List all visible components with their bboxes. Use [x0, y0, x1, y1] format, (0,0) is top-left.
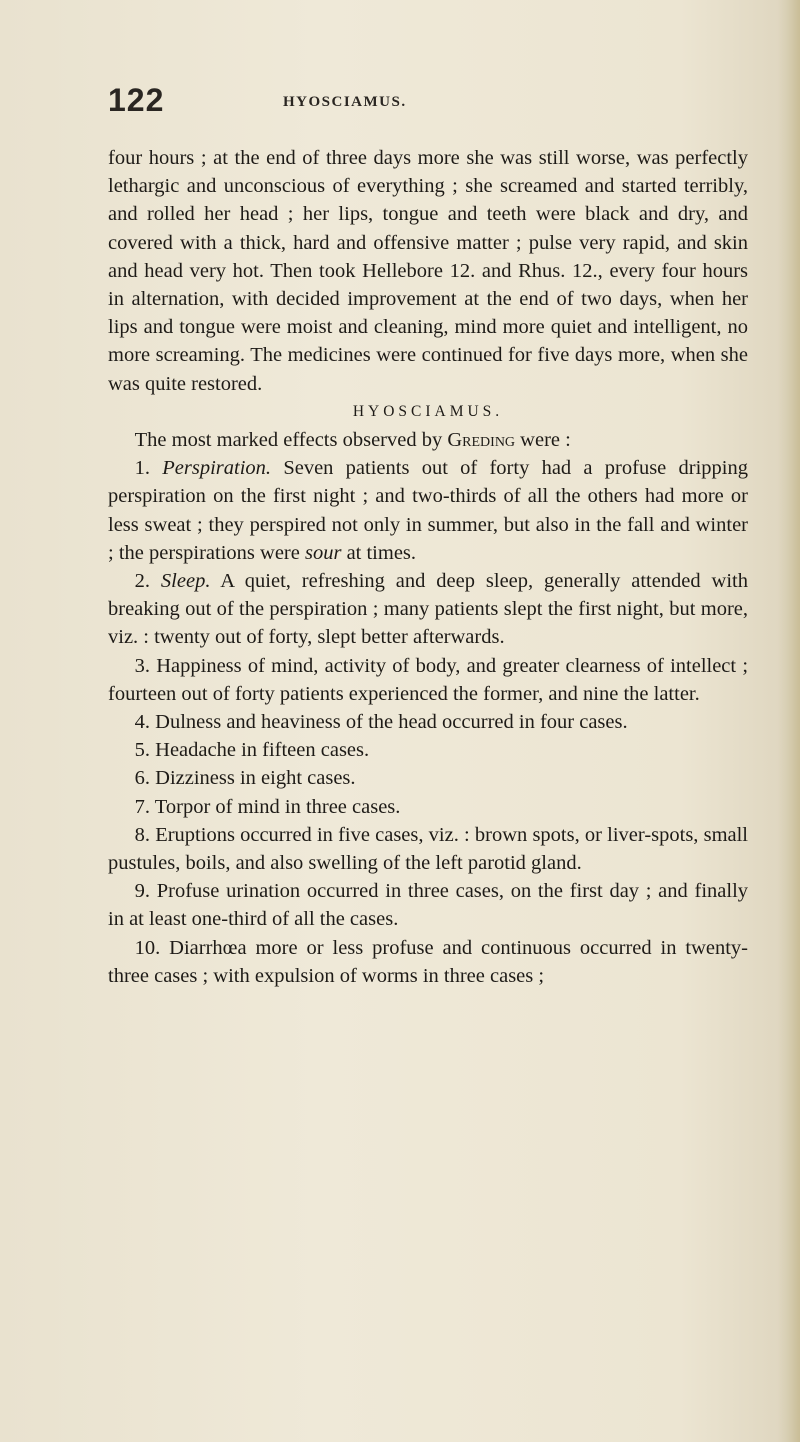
item-text: Diarrhœa more or less profuse and continuous occurred in twenty-three cases ; with expulsion of worms in three cases ;	[108, 936, 748, 987]
item-number: 8.	[134, 823, 156, 846]
author-name: Greding	[447, 429, 516, 452]
intro-paragraph	[108, 426, 748, 454]
item-number: 9.	[134, 880, 157, 903]
list-item	[108, 764, 748, 792]
running-head: HYOSCIAMUS.	[283, 94, 407, 110]
item-text: Headache in fifteen cases.	[155, 739, 370, 762]
item-number: 1.	[134, 457, 163, 480]
intro-after: were :	[515, 429, 571, 452]
item-text: Dizziness in eight cases.	[155, 767, 356, 790]
list-item	[108, 567, 748, 652]
item-number: 7.	[134, 795, 155, 818]
list-item	[108, 934, 748, 990]
page-edge-shadow	[778, 0, 800, 1442]
item-label: Sleep.	[160, 570, 211, 593]
list-item	[108, 736, 748, 764]
list-item	[108, 652, 748, 708]
item-text-end: at times.	[341, 541, 417, 564]
item-label: Perspiration.	[162, 457, 272, 480]
item-number: 6.	[134, 767, 156, 790]
item-text: Dulness and heaviness of the head occurred in four cases.	[155, 711, 628, 734]
item-text: Profuse urination occurred in three cases, on the first day ; and finally in at least one-third of all the cases.	[108, 880, 749, 931]
list-item	[108, 877, 748, 933]
item-text: Seven patients out of forty had a profuse dripping perspiration on the first night ; and two-thirds of all the others had more or less sweat ; they perspired not only in summer, but also in the fall and winter ; the perspirations were	[108, 457, 748, 564]
item-emphasis: sour	[304, 541, 342, 564]
list-item	[108, 821, 748, 877]
intro-before: The most marked effects observed by	[134, 429, 448, 452]
page-number: 122	[108, 82, 165, 118]
continuation-paragraph: four hours ; at the end of three days more she was still worse, was perfectly lethargic and unconscious of everything ; she screamed and started terribly, and rolled her head ; her lips, tongue and teeth were black and dry, and covered with a thick, hard and offensive matter ; pulse very rapid, and skin and head very hot. Then took Hellebore 12. and Rhus. 12., every four hours in alternation, with decided improvement at the end of two days, when her lips and tongue were moist and cleaning, mind more quiet and intelligent, no more screaming. The medicines were continued for five days more, when she was quite restored.	[108, 147, 748, 395]
item-text: A quiet, refreshing and deep sleep, generally attended with breaking out of the perspiration ; many patients slept the first night, but more, viz. : twenty out of forty, slept better afterwards.	[108, 570, 749, 649]
item-number: 5.	[134, 739, 156, 762]
item-number: 10.	[134, 936, 170, 959]
list-item	[108, 708, 748, 736]
list-item	[108, 793, 748, 821]
body-text	[108, 144, 748, 990]
item-text: Happiness of mind, activity of body, and greater clearness of intellect ; fourteen out of forty patients experienced the former, and nine the latter.	[108, 654, 749, 705]
item-text: Eruptions occurred in five cases, viz. : brown spots, or liver-spots, small pustules, boils, and also swelling of the left parotid gland.	[108, 823, 749, 875]
item-text: Torpor of mind in three cases.	[154, 795, 401, 818]
item-number: 4.	[134, 711, 156, 734]
section-title: HYOSCIAMUS.	[352, 402, 504, 420]
list-item	[108, 454, 748, 567]
effects-list	[108, 454, 748, 990]
item-number: 3.	[134, 654, 157, 677]
page-header	[108, 82, 748, 122]
item-number: 2.	[134, 570, 161, 593]
